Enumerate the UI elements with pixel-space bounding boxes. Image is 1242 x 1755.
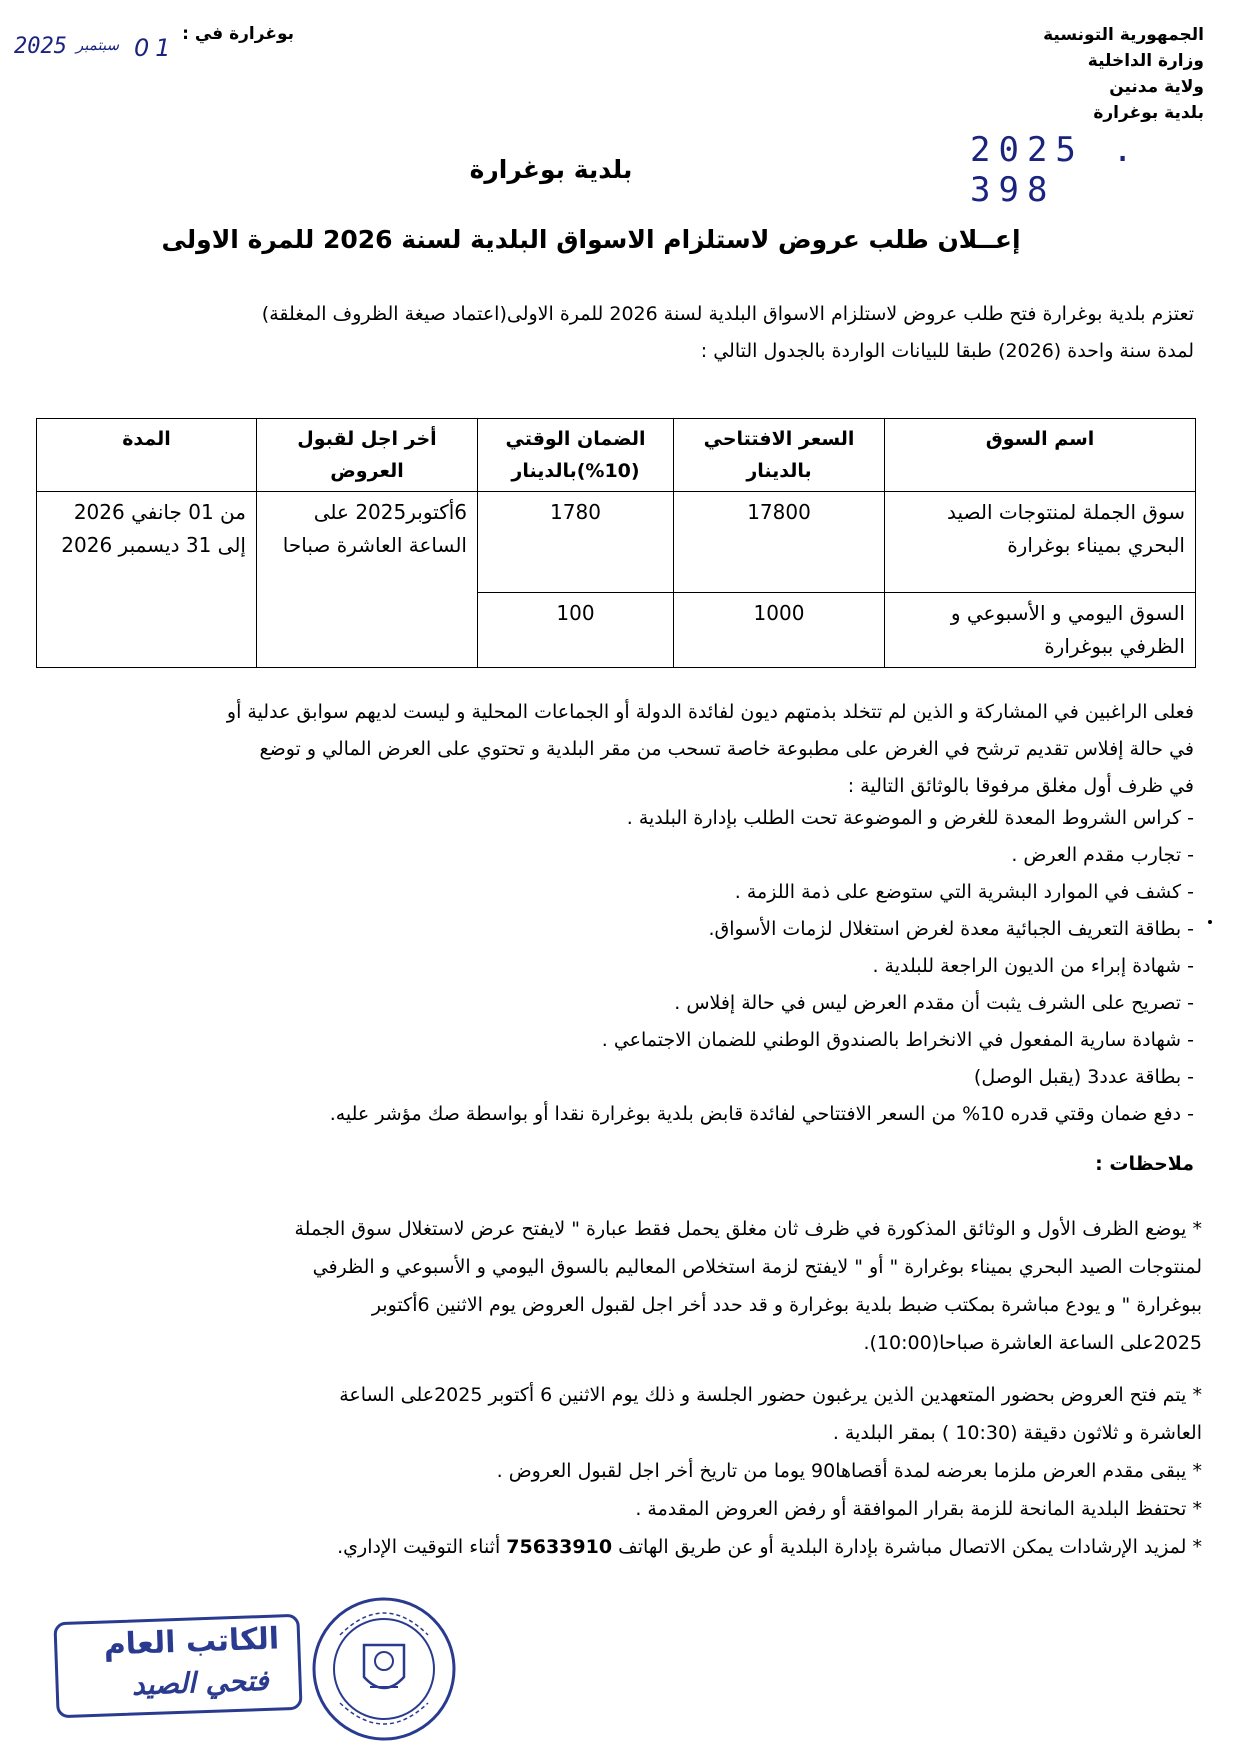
list-item: - بطاقة عدد3 (يقبل الوصل) [973,1066,1194,1088]
note-line: 2025على الساعة العاشرة صباحا(10:00). [863,1332,1202,1354]
list-item: - كشف في الموارد البشرية التي ستوضع على ذمة اللزمة . [734,881,1194,903]
table-row [37,492,1196,593]
header-duration: المدة [37,419,257,492]
stamp-name: فتحي الصيد [131,1663,270,1702]
cell-market: سوق الجملة لمنتوجات الصيد البحري بميناء بوغرارة [885,492,1196,593]
note-text: أثناء التوقيت الإداري. [337,1536,507,1558]
secretary-general-stamp [53,1614,302,1719]
date-year: 2025 [14,34,67,59]
scan-speck [1208,920,1212,924]
cell-market: السوق اليومي و الأسبوعي و الظرفي ببوغرارة [885,593,1196,668]
note-line: لمنتوجات الصيد البحري بميناء بوغرارة " أو " لايفتح لزمة استخلاص المعاليم بالسوق اليومي و الأسبوعي و الظرفي [312,1256,1202,1278]
note-line [27,1528,1202,1566]
date-day: 01 [134,34,177,62]
note-item [27,1452,1202,1490]
list-item: - دفع ضمان وقتي قدره 10% من السعر الافتتاحي لفائدة قابض بلدية بوغرارة نقدا أو بواسطة صك مؤشر عليه. [329,1103,1194,1125]
official-header [1043,22,1204,126]
duration-start: من 01 جانفي 2026 [73,500,246,524]
duration-end: إلى 31 ديسمبر 2026 [61,533,246,557]
reference-number: 2025 . 398 [970,130,1141,210]
list-item: - شهادة سارية المفعول في الانخراط بالصندوق الوطني للضمان الاجتماعي . [601,1029,1194,1051]
list-item: - كراس الشروط المعدة للغرض و الموضوعة تحت الطلب بإدارة البلدية . [626,807,1194,829]
body-line: في ظرف أول مغلق مرفوقا بالوثائق التالية : [847,775,1194,797]
municipal-seal-icon [310,1595,458,1743]
header-guarantee: الضمان الوقتي (10%)بالدينار [478,419,674,492]
header-country: الجمهورية التونسية [1043,25,1204,45]
note-line: * يبقى مقدم العرض ملزما بعرضه لمدة أقصاها90 يوما من تاريخ أخر اجل لقبول العروض . [496,1460,1202,1482]
header-deadline: أخر اجل لقبول العروض [257,419,478,492]
list-item: - بطاقة التعريف الجبائية معدة لغرض استغلال لزمات الأسواق. [708,918,1194,940]
note-line: ببوغرارة " و يودع مباشرة بمكتب ضبط بلدية بوغرارة و قد حدد أخر اجل لقبول العروض يوم الاثنين 6أكتوبر [371,1294,1202,1316]
note-line: * يتم فتح العروض بحضور المتعهدين الذين يرغبون حضور الجلسة و ذلك يوم الاثنين 6 أكتوبر 2025على الساعة [339,1384,1202,1406]
phone-number: 75633910 [506,1536,613,1558]
cell-guarantee: 1780 [478,492,674,593]
header-governorate: ولاية مدنين [1109,77,1204,97]
date-line [14,22,294,72]
notes-heading: ملاحظات : [1095,1153,1194,1175]
date-label: بوغرارة في : [182,24,294,44]
cell-guarantee: 100 [478,593,674,668]
header-municipality: بلدية بوغرارة [1093,103,1204,123]
header-price: السعر الافتتاحي بالدينار [674,419,885,492]
list-item: - شهادة إبراء من الديون الراجعة للبلدية . [872,955,1194,977]
note-text: * لمزيد الإرشادات يمكن الاتصال مباشرة بإدارة البلدية أو عن طريق الهاتف [612,1536,1202,1558]
documents-list [34,800,1194,1133]
note-item [27,1528,1202,1566]
body-line: في حالة إفلاس تقديم ترشح في الغرض على مطبوعة خاصة تسحب من مقر البلدية و تحتوي على العرض المالي و توضع [259,738,1194,760]
conditions-paragraph [34,694,1194,805]
note-line: * تحتفظ البلدية المانحة للزمة بقرار الموافقة أو رفض العروض المقدمة . [635,1498,1202,1520]
page-title: بلدية بوغرارة [469,155,633,184]
date-month: سبتمبر [76,36,120,54]
list-item: - تجارب مقدم العرض . [1011,844,1194,866]
note-line: * يوضع الظرف الأول و الوثائق المذكورة في ظرف ثان مغلق يحمل فقط عبارة " لايفتح عرض لاستغلال سوق الجملة [294,1218,1202,1240]
header-ministry: وزارة الداخلية [1087,51,1204,71]
list-item: - تصريح على الشرف يثبت أن مقدم العرض ليس في حالة إفلاس . [674,992,1194,1014]
note-item [27,1376,1202,1452]
cell-duration [37,492,257,668]
markets-table [36,418,1196,668]
stamp-title: الكاتب العام [103,1621,280,1663]
intro-line: تعتزم بلدية بوغرارة فتح طلب عروض لاستلزام الاسواق البلدية لسنة 2026 للمرة الاولى(اعتماد صيغة الظروف المغلقة) [261,303,1194,325]
cell-deadline: 6أكتوبر2025 على الساعة العاشرة صباحا [257,492,478,668]
body-line: فعلى الراغبين في المشاركة و الذين لم تتخلد بذمتهم ديون لفائدة الدولة أو الجماعات المحلية و ليست لديهم سوابق عدلية أو [226,701,1194,723]
header-market: اسم السوق [885,419,1196,492]
intro-paragraph [44,296,1194,370]
note-line: العاشرة و ثلاثون دقيقة (10:30 ) بمقر البلدية . [832,1422,1202,1444]
cell-price: 1000 [674,593,885,668]
table-header-row [37,419,1196,492]
announcement-subtitle: إعــلان طلب عروض لاستلزام الاسواق البلدية لسنة 2026 للمرة الاولى [161,225,1021,254]
cell-price: 17800 [674,492,885,593]
intro-line: لمدة سنة واحدة (2026) طبقا للبيانات الواردة بالجدول التالي : [700,340,1194,362]
note-item [27,1210,1202,1362]
note-item [27,1490,1202,1528]
notes-list [27,1210,1202,1566]
